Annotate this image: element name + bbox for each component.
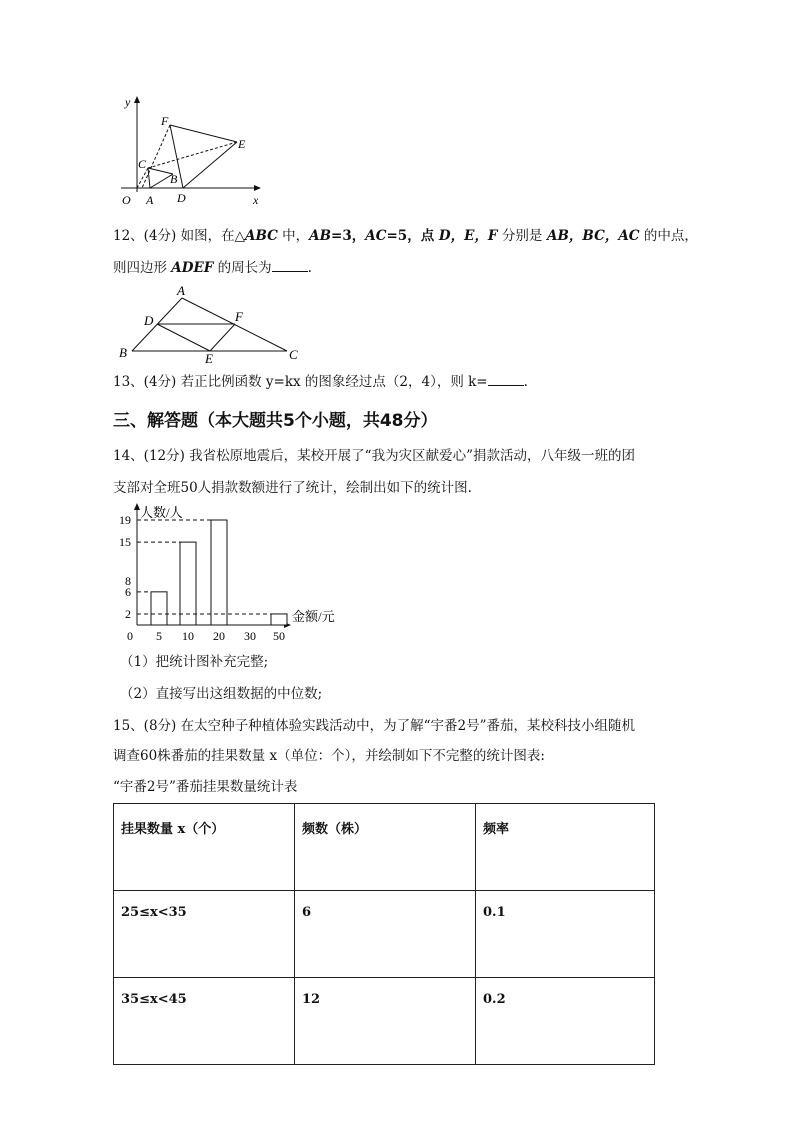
label-B: B	[170, 172, 178, 186]
y-tick-label: 8	[125, 573, 131, 588]
table-cell: 6	[295, 891, 476, 978]
x-tick-label: 20	[213, 629, 225, 643]
q14-sub1: （1）把统计图补充完整;	[120, 654, 269, 670]
table-header: 挂果数量 x（个）	[114, 804, 295, 891]
x-tick-label: 30	[244, 629, 256, 643]
table-cell: 12	[295, 978, 476, 1065]
label-C: C	[289, 347, 298, 362]
table-row	[114, 978, 655, 1065]
y-tick-label: 6	[125, 584, 131, 599]
q15-line2: 调查60株番茄的挂果数量 x（单位：个），并绘制如下不完整的统计图表:	[113, 748, 545, 764]
bar	[271, 614, 287, 625]
q12-line1: 12、(4分) 如图，在△ABC 中，AB=3，AC=5，点 D，E，F 分别是 AB，BC，AC 的中点，	[113, 228, 698, 244]
label-E: E	[238, 137, 246, 151]
x-tick-label: 0	[127, 629, 133, 643]
label-y: y	[125, 95, 131, 109]
answer-blank[interactable]	[488, 371, 524, 386]
figure-q12	[115, 283, 305, 365]
q13: 13、(4分) 若正比例函数 y=kx 的图象经过点（2，4），则 k= .	[113, 371, 528, 392]
label-D: D	[177, 191, 186, 205]
table-header: 频数（株）	[295, 804, 476, 891]
q14-sub2: （2）直接写出这组数据的中位数;	[120, 686, 323, 702]
table-cell: 35≤x<45	[114, 978, 295, 1065]
label-D: D	[144, 313, 154, 328]
q14-line1: 14、(12分) 我省松原地震后，某校开展了“我为灾区献爱心”捐款活动，八年级一班的团	[113, 448, 635, 464]
x-axis-arrow	[254, 185, 261, 191]
q15-line1: 15、(8分) 在太空种子种植体验实践活动中，为了解“宇番2号”番茄，某校科技小组随机	[113, 718, 635, 734]
label-O: O	[122, 193, 131, 207]
table-header: 频率	[476, 804, 655, 891]
table-header-row	[114, 804, 655, 891]
bar-chart	[112, 500, 352, 648]
chart-xlabel: 金额/元	[292, 609, 335, 624]
bar	[180, 542, 196, 625]
chart-ylabel: 人数/人	[140, 505, 183, 520]
stat-table	[113, 803, 655, 1065]
x-tick-label: 10	[182, 629, 194, 643]
label-C: C	[138, 157, 147, 171]
x-tick-label: 50	[273, 629, 285, 643]
table-row	[114, 891, 655, 978]
label-A: A	[177, 283, 185, 298]
table-cell: 25≤x<35	[114, 891, 295, 978]
table-title: “宇番2号”番茄挂果数量统计表	[113, 779, 298, 795]
y-tick-label: 2	[125, 606, 131, 621]
q14-line2: 支部对全班50人捐款数额进行了统计，绘制出如下的统计图.	[113, 480, 472, 496]
label-x: x	[253, 193, 259, 207]
section-title: 三、解答题（本大题共5个小题，共48分）	[113, 411, 438, 431]
q12-line2: 则四边形 ADEF 的周长为 .	[113, 257, 312, 278]
y-tick-label: 19	[119, 513, 131, 527]
label-F: F	[161, 114, 169, 128]
y-tick-label: 15	[119, 535, 131, 550]
figure-q11	[115, 92, 275, 210]
table-cell: 0.2	[476, 978, 655, 1065]
label-A: A	[146, 193, 154, 207]
label-F: F	[235, 309, 243, 324]
label-E: E	[205, 351, 213, 365]
table-cell: 0.1	[476, 891, 655, 978]
x-tick-label: 5	[156, 629, 162, 643]
y-axis-arrow	[134, 96, 140, 103]
answer-blank[interactable]	[272, 257, 308, 272]
label-B: B	[119, 345, 127, 360]
bar	[151, 592, 167, 625]
bar	[211, 520, 227, 625]
